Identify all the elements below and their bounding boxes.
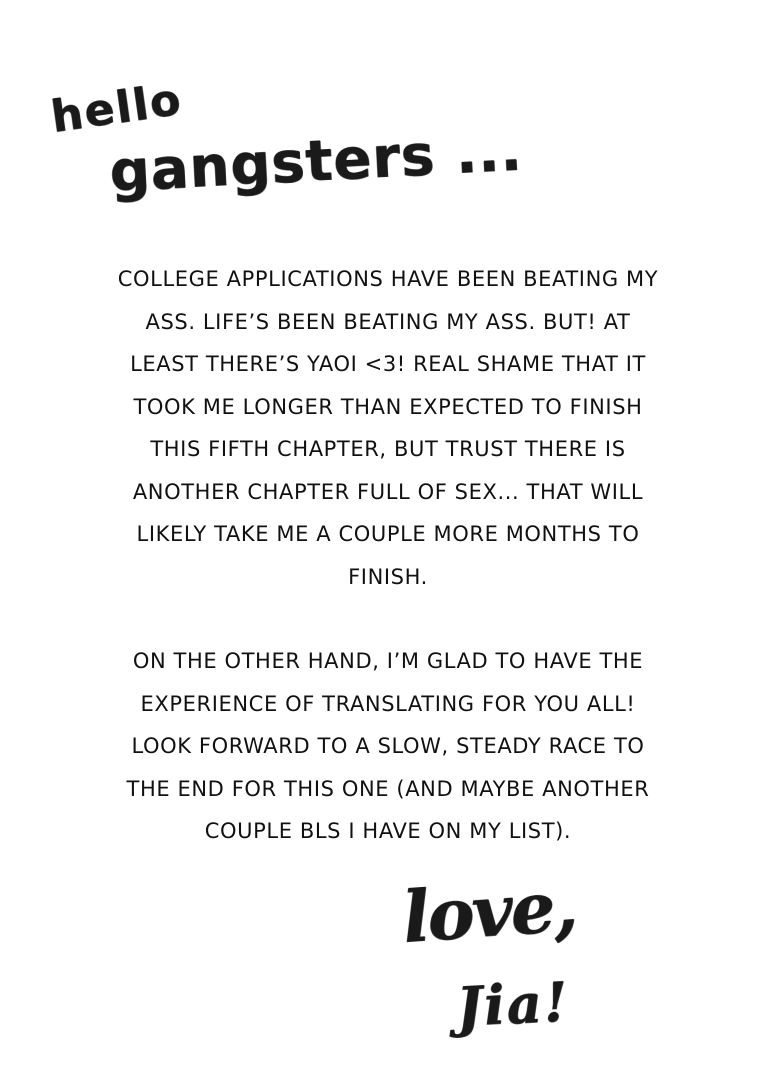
greeting-hello: hello [48,73,186,143]
paragraph-translating [90,640,686,853]
paragraph-line: LIKELY TAKE ME A COUPLE MORE MONTHS TO [136,522,640,546]
greeting-gangsters: gangsters ... [108,118,525,205]
signoff-love: love, [400,863,579,959]
paragraph-line: EXPERIENCE OF TRANSLATING FOR YOU ALL! [140,691,636,716]
paragraph-line: THE END FOR THIS ONE (AND MAYBE ANOTHER [126,776,650,801]
paragraph-line: ASS. LIFE’S BEEN BEATING MY ASS. BUT! AT [145,309,631,334]
paragraph-college-applications [90,258,686,598]
paragraph-line: LEAST THERE’S YAOI <3! REAL SHAME THAT IT [130,352,646,376]
signoff-name: Jia! [455,969,571,1039]
paragraph-line: LOOK FORWARD TO A SLOW, STEADY RACE TO [131,734,645,758]
paragraph-line: TOOK ME LONGER THAN EXPECTED TO FINISH [133,394,643,419]
paragraph-line: ANOTHER CHAPTER FULL OF SEX... THAT WILL [132,479,644,504]
paragraph-line: COLLEGE APPLICATIONS HAVE BEEN BEATING MY [117,267,659,291]
paragraph-line: FINISH. [348,564,428,589]
paragraph-line: COUPLE BLS I HAVE ON MY LIST). [204,819,572,843]
paragraph-line: ON THE OTHER HAND, I’M GLAD TO HAVE THE [132,649,644,673]
paragraph-line: THIS FIFTH CHAPTER, BUT TRUST THERE IS [150,437,626,461]
